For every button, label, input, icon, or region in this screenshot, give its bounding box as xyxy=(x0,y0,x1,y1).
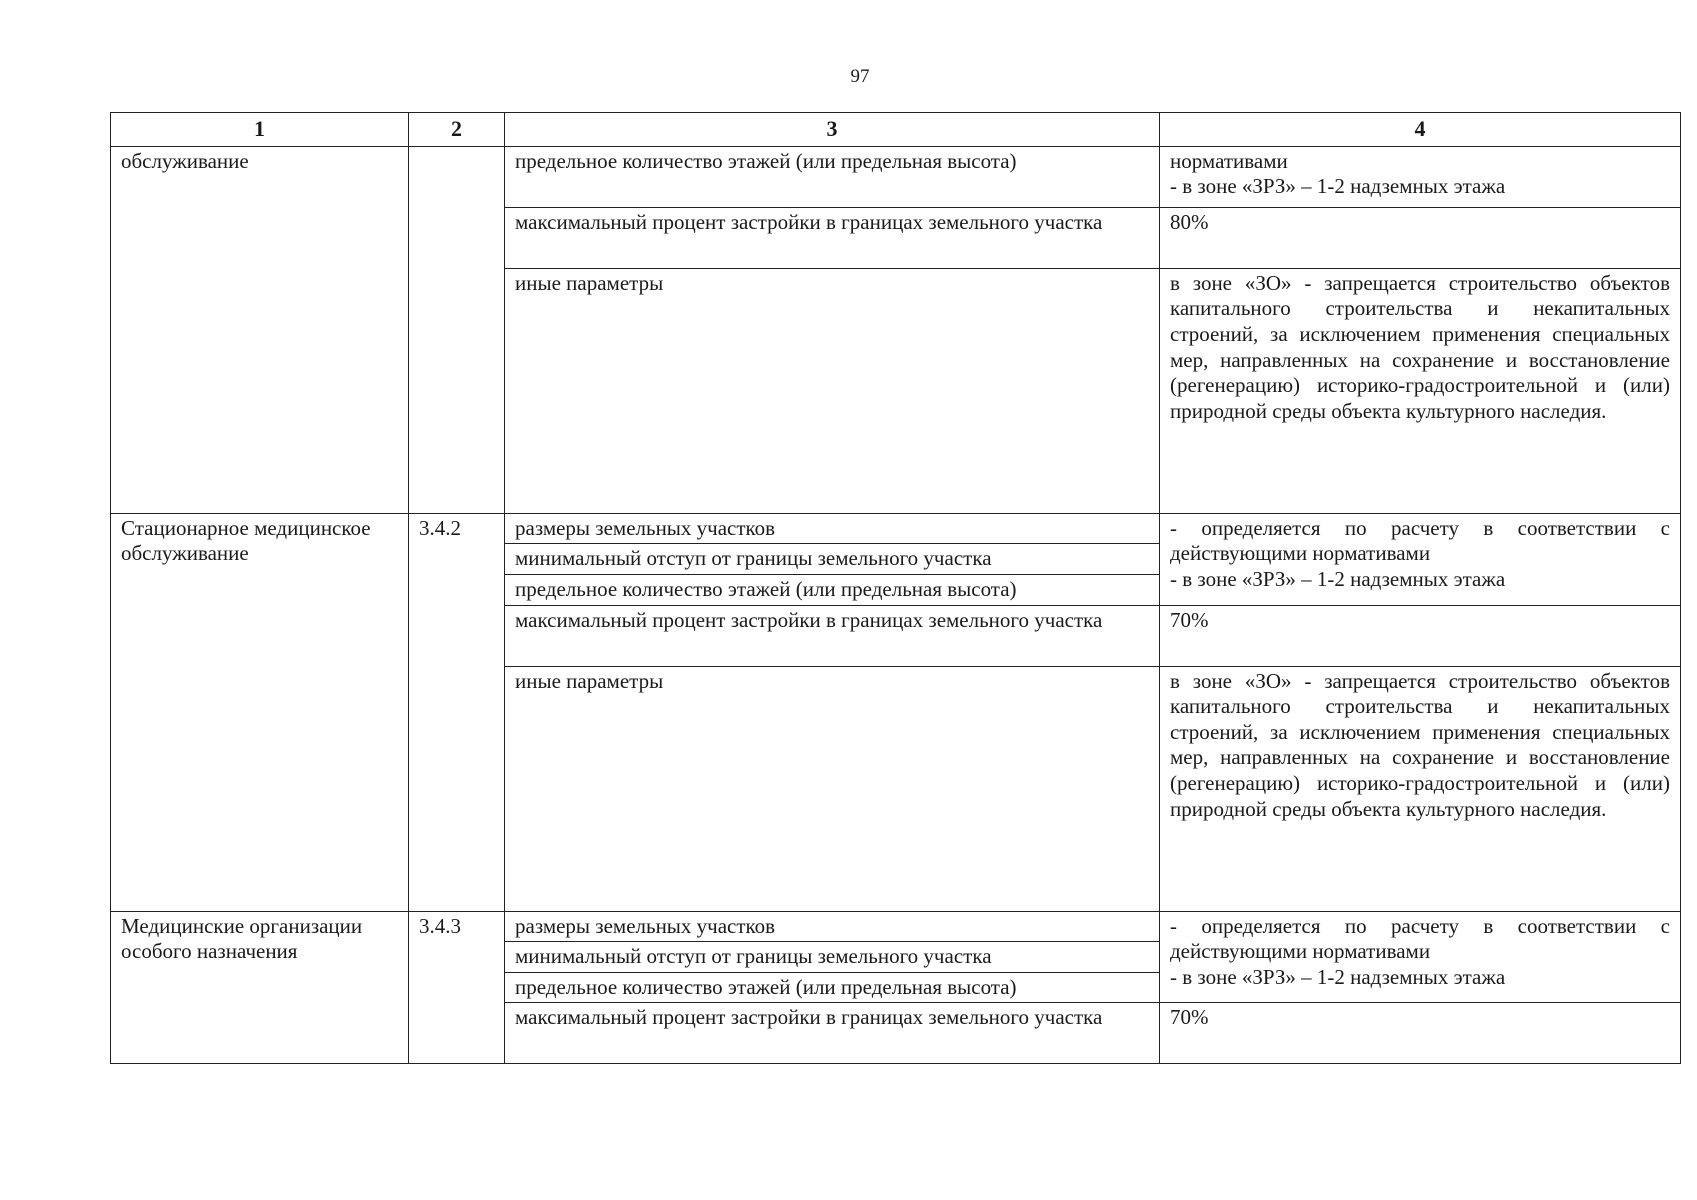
use-type-name: Стационарное медицинское обслуживание xyxy=(111,513,409,911)
parameter-name: иные параметры xyxy=(505,268,1160,513)
parameter-name: иные параметры xyxy=(505,666,1160,911)
use-type-code: 3.4.2 xyxy=(409,513,505,911)
use-type-name: обслуживание xyxy=(111,146,409,513)
parameter-name: максимальный процент застройки в границах земельного участка xyxy=(505,207,1160,268)
regulations-table xyxy=(110,112,1681,1064)
use-type-code xyxy=(409,146,505,513)
parameter-value: 70% xyxy=(1160,605,1681,666)
table-row xyxy=(111,513,1681,544)
table-header-row xyxy=(111,113,1681,147)
parameter-value: нормативами - в зоне «ЗРЗ» – 1-2 надземных этажа xyxy=(1160,146,1681,207)
parameter-value: - определяется по расчету в соответствии с действующими нормативами - в зоне «ЗРЗ» – 1-2 надземных этажа xyxy=(1160,513,1681,605)
header-col-3: 3 xyxy=(505,113,1160,147)
parameter-name: максимальный процент застройки в границах земельного участка xyxy=(505,1003,1160,1064)
parameter-name: максимальный процент застройки в границах земельного участка xyxy=(505,605,1160,666)
table-row xyxy=(111,146,1681,207)
table-row xyxy=(111,911,1681,942)
page-number: 97 xyxy=(850,66,870,87)
use-type-code: 3.4.3 xyxy=(409,911,505,1064)
parameter-name: предельное количество этажей (или предельная высота) xyxy=(505,575,1160,606)
parameter-value: - определяется по расчету в соответствии с действующими нормативами - в зоне «ЗРЗ» – 1-2 надземных этажа xyxy=(1160,911,1681,1003)
parameter-value: в зоне «ЗО» - запрещается строительство объектов капитального строительства и некапитальных строений, за исключением применения специальных мер, направленных на сохранение и восстановление (регенерацию) историко-градостроительной и (или) природной среды объекта культурного наследия. xyxy=(1160,666,1681,911)
parameter-name: предельное количество этажей (или предельная высота) xyxy=(505,972,1160,1003)
parameter-value: 70% xyxy=(1160,1003,1681,1064)
header-col-1: 1 xyxy=(111,113,409,147)
parameter-name: размеры земельных участков xyxy=(505,513,1160,544)
header-col-4: 4 xyxy=(1160,113,1681,147)
parameter-value: 80% xyxy=(1160,207,1681,268)
parameter-value: в зоне «ЗО» - запрещается строительство объектов капитального строительства и некапитальных строений, за исключением применения специальных мер, направленных на сохранение и восстановление (регенерацию) историко-градостроительной и (или) природной среды объекта культурного наследия. xyxy=(1160,268,1681,513)
use-type-name: Медицинские организации особого назначения xyxy=(111,911,409,1064)
header-col-2: 2 xyxy=(409,113,505,147)
parameter-name: предельное количество этажей (или предельная высота) xyxy=(505,146,1160,207)
parameter-name: минимальный отступ от границы земельного участка xyxy=(505,942,1160,973)
parameter-name: минимальный отступ от границы земельного участка xyxy=(505,544,1160,575)
parameter-name: размеры земельных участков xyxy=(505,911,1160,942)
